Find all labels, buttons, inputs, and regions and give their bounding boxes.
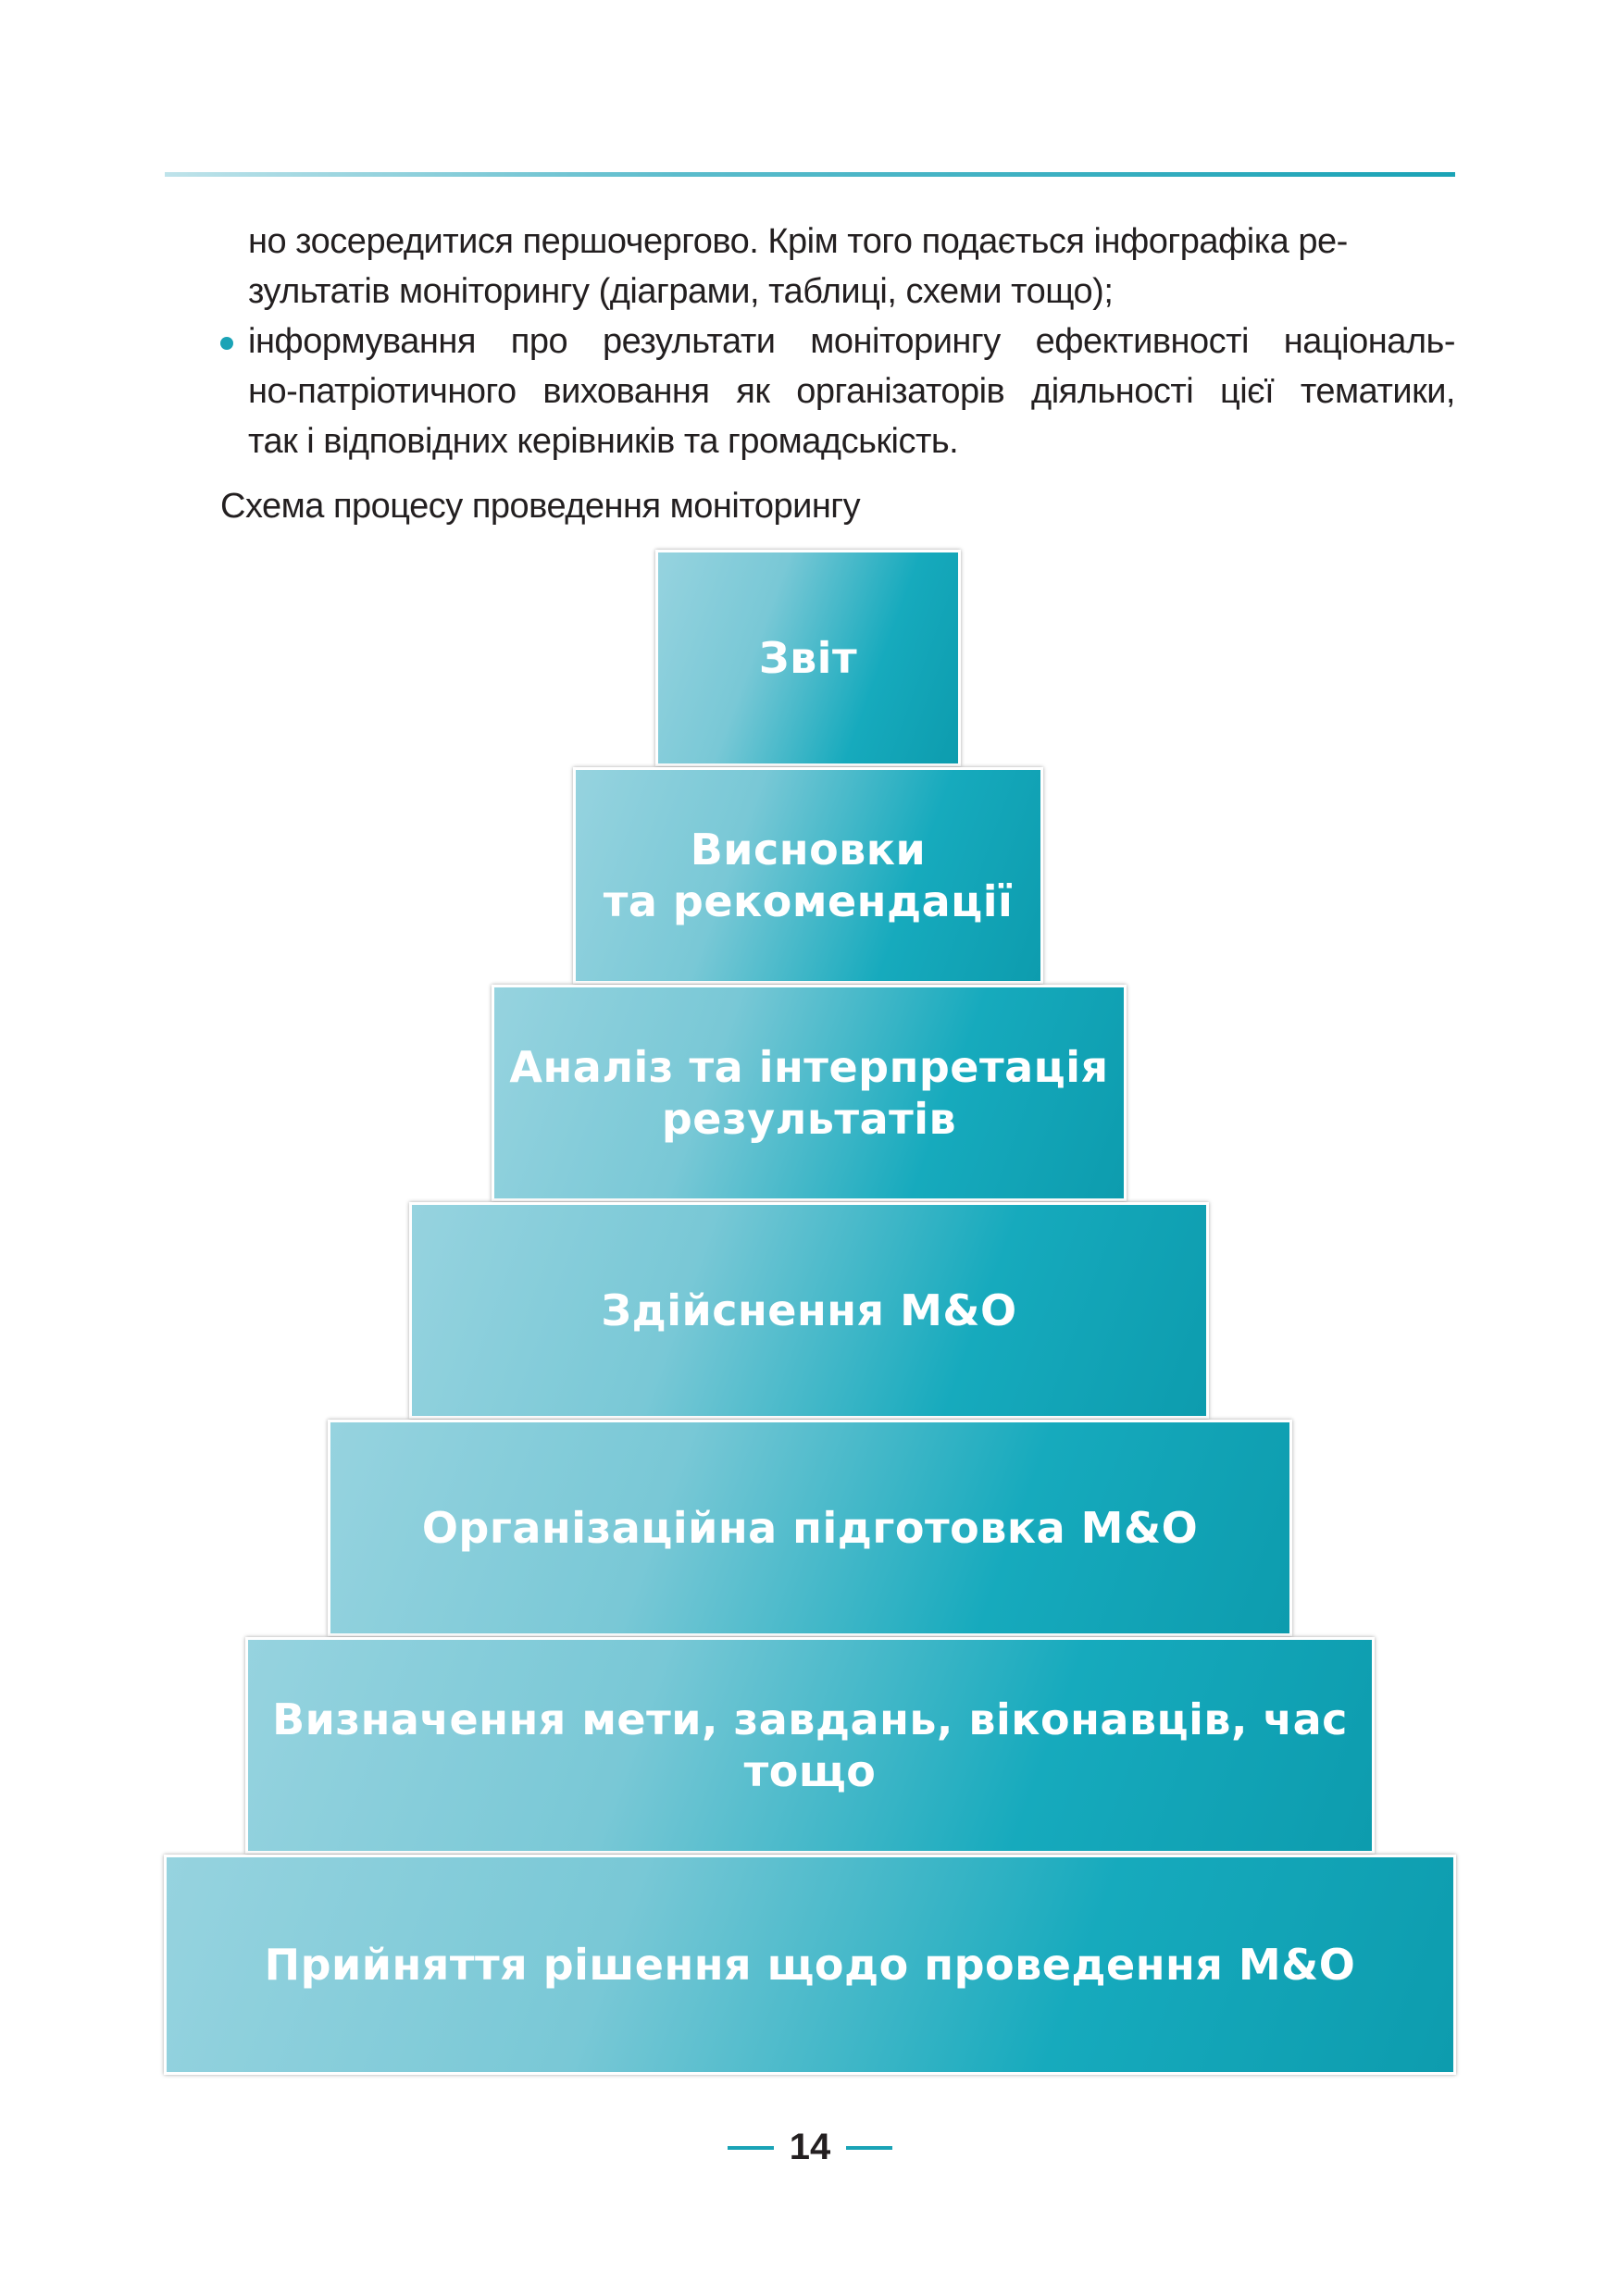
page-number: 14 — [789, 2127, 831, 2167]
paragraph-line: но зосередитися першочергово. Крім того подається інфографіка ре- — [248, 222, 1348, 261]
bullet-text — [248, 316, 1455, 466]
tier-label: Прийняття рішення щодо проведення М&О — [264, 1940, 1356, 1990]
pyramid-tier-report — [655, 550, 961, 766]
tier-label: Аналіз та інтерпретація — [509, 1042, 1109, 1092]
tier-label: Здійснення М&О — [601, 1285, 1017, 1335]
footer-rule-left — [728, 2146, 774, 2150]
pyramid-tier-analysis — [492, 985, 1127, 1201]
pyramid-tier-preparation — [328, 1420, 1292, 1636]
footer-rule-right — [846, 2146, 892, 2150]
pyramid-tier-implementation — [409, 1202, 1209, 1419]
tier-label: Висновки — [690, 825, 927, 875]
bullet-line: інформування про результати моніторингу ефективності національ- — [248, 322, 1455, 361]
tier-label: Організаційна підготовка М&О — [421, 1503, 1199, 1553]
bullet-item — [220, 316, 1455, 466]
paragraph-line: зультатів моніторингу (діаграми, таблиці, схеми тощо); — [248, 272, 1114, 311]
tier-label: результатів — [661, 1094, 957, 1144]
diagram-caption: Схема процесу проведення моніторингу — [220, 487, 861, 526]
pyramid-tier-decision — [164, 1855, 1456, 2075]
tier-label: Визначення мети, завдань, віконавців, час тощо — [272, 1694, 1348, 1796]
paragraph-continuation — [220, 217, 1455, 316]
bullet-line: так і відповідних керівників та громадськість. — [248, 422, 959, 461]
bullet-line: но-патріотичного виховання як організаторів діяльності цієї тематики, — [248, 372, 1455, 411]
bullet-dot-icon — [220, 337, 233, 350]
tier-label: Звіт — [758, 633, 858, 683]
tier-label: та рекомендації — [603, 876, 1014, 926]
pyramid-tier-definition — [245, 1637, 1375, 1854]
pyramid-tier-conclusions — [573, 767, 1043, 984]
header-rule — [165, 172, 1455, 177]
